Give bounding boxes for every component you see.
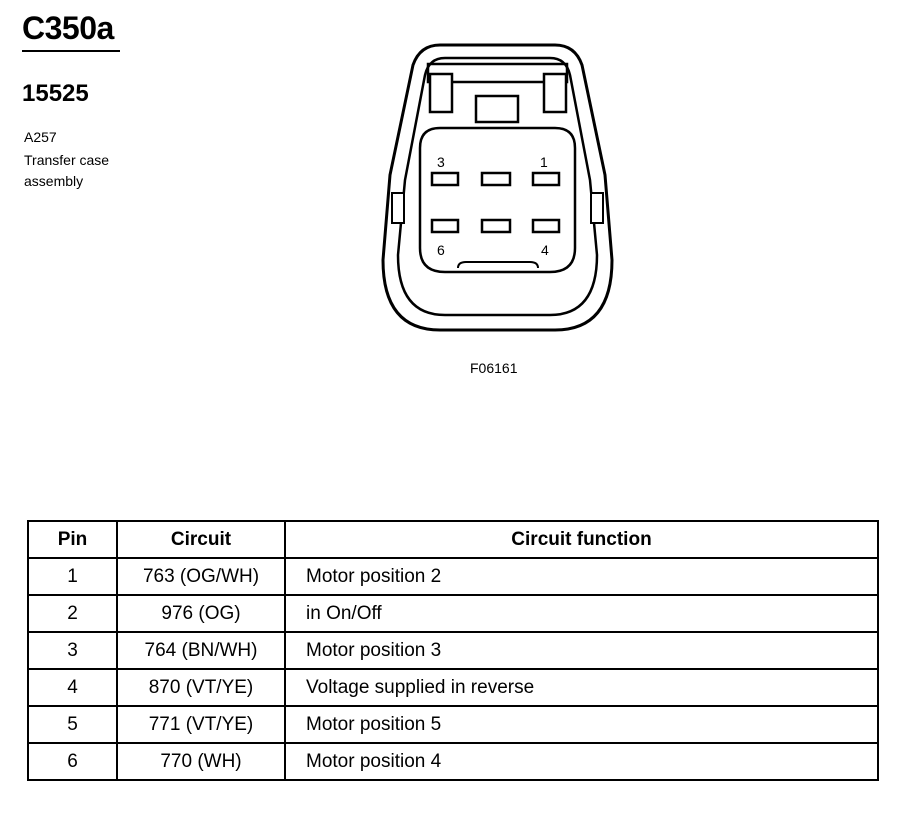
pinout-table xyxy=(27,520,879,781)
latch-right-post xyxy=(544,74,566,112)
pin-cell: 6 xyxy=(28,743,117,780)
table-row xyxy=(28,595,878,632)
part-number: 15525 xyxy=(22,80,89,107)
function-cell: Motor position 5 xyxy=(285,706,878,743)
circuit-cell: 763 (OG/WH) xyxy=(117,558,285,595)
terminal-cavity-6 xyxy=(432,220,458,232)
terminal-cavity-2 xyxy=(482,173,510,185)
pin-cell: 3 xyxy=(28,632,117,669)
terminal-cavity-3 xyxy=(432,173,458,185)
left-side-key xyxy=(392,193,404,223)
function-cell: in On/Off xyxy=(285,595,878,632)
terminal-cavity-4 xyxy=(533,220,559,232)
function-cell: Motor position 4 xyxy=(285,743,878,780)
function-cell: Motor position 3 xyxy=(285,632,878,669)
pin-cell: 1 xyxy=(28,558,117,595)
table-header-row xyxy=(28,521,878,558)
circuit-cell: 771 (VT/YE) xyxy=(117,706,285,743)
circuit-cell: 870 (VT/YE) xyxy=(117,669,285,706)
header-function: Circuit function xyxy=(285,521,878,558)
header-circuit: Circuit xyxy=(117,521,285,558)
pin-cell: 4 xyxy=(28,669,117,706)
pin-cell: 5 xyxy=(28,706,117,743)
pin-label-3: 3 xyxy=(437,154,445,170)
table-row xyxy=(28,632,878,669)
header-pin: Pin xyxy=(28,521,117,558)
pin-label-4: 4 xyxy=(541,242,549,258)
circuit-cell: 764 (BN/WH) xyxy=(117,632,285,669)
latch-left-post xyxy=(430,74,452,112)
figure-id: F06161 xyxy=(470,360,518,376)
latch-center-tab xyxy=(476,96,518,122)
connector-title: C350a xyxy=(22,10,114,46)
component-description: Transfer case assembly xyxy=(24,152,110,189)
component-code: A257 xyxy=(24,129,57,145)
terminal-cavity-5 xyxy=(482,220,510,232)
pin-label-6: 6 xyxy=(437,242,445,258)
function-cell: Motor position 2 xyxy=(285,558,878,595)
function-cell: Voltage supplied in reverse xyxy=(285,669,878,706)
pin-cell: 2 xyxy=(28,595,117,632)
terminal-cavity-1 xyxy=(533,173,559,185)
title-underline xyxy=(22,50,120,52)
right-side-key xyxy=(591,193,603,223)
pin-label-1: 1 xyxy=(540,154,548,170)
table-row xyxy=(28,743,878,780)
circuit-cell: 976 (OG) xyxy=(117,595,285,632)
table-row xyxy=(28,706,878,743)
table-row xyxy=(28,558,878,595)
circuit-cell: 770 (WH) xyxy=(117,743,285,780)
table-row xyxy=(28,669,878,706)
connector-face-diagram xyxy=(370,40,620,340)
